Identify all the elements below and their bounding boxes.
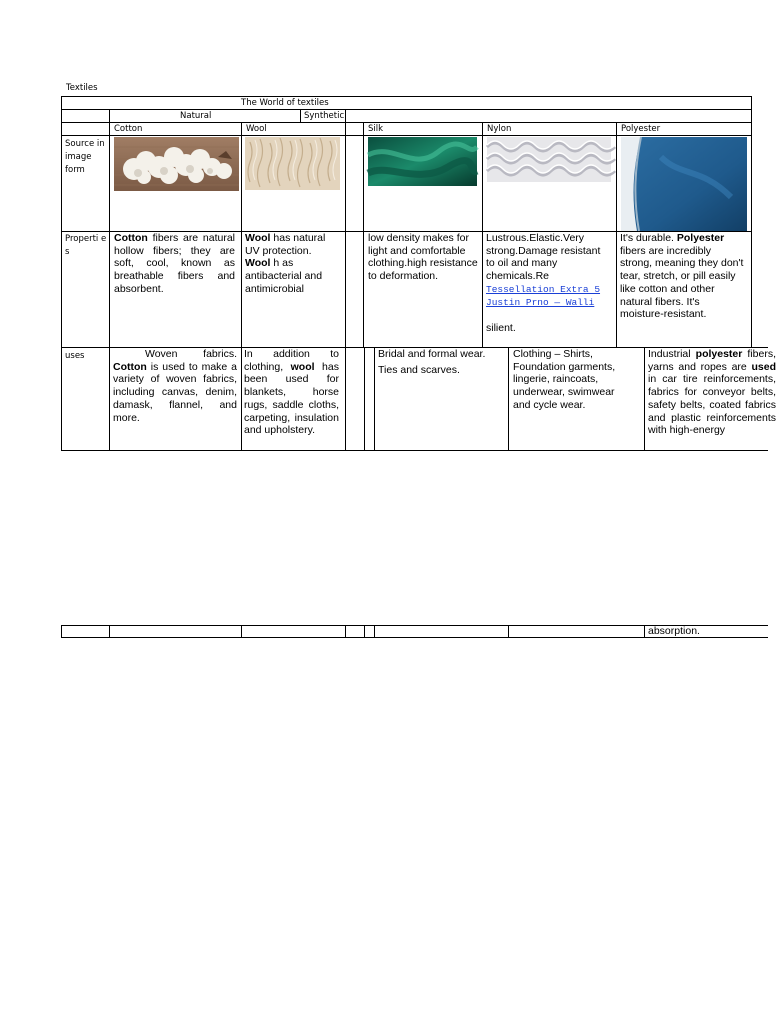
cell-divider [508, 625, 509, 638]
cell-divider [241, 625, 242, 638]
silk-uses-line-1: Bridal and formal wear. [378, 348, 486, 360]
polyester-bold: polyester [695, 348, 743, 360]
cotton-properties-text: fibers are natural hollow fibers; they are soft, cool, known as breathable fibers and absorbent. [114, 232, 235, 295]
polyester-uses-text: fibers, yarns and ropes are [648, 348, 776, 373]
table-title: The World of textiles [241, 98, 329, 108]
cell-divider [345, 122, 346, 451]
polyester-uses-text: in car tire reinforcements, fabrics for conveyor belts, safety belts, coated fabrics and plastic reinforcements with high-energy [648, 373, 776, 437]
cell-divider [61, 625, 62, 638]
cotton-properties [114, 232, 235, 296]
table-border-bottom [61, 450, 768, 451]
cell-divider [616, 122, 617, 348]
silk-image [368, 137, 477, 186]
nylon-properties [486, 232, 611, 335]
nylon-properties-text: Lustrous.Elastic.Very strong.Damage resistant to oil and many chemicals.Re [486, 232, 601, 283]
cell-divider [644, 625, 645, 638]
polyester-uses-continuation: absorption. [648, 625, 700, 637]
table-rule [61, 109, 751, 110]
silk-uses-line-2: Ties and scarves. [378, 363, 460, 376]
cotton-uses-text: is used to make a variety of woven fabrics, including canvas, denim, damask, flannel, and more. [113, 360, 237, 424]
table-border-right [751, 96, 752, 347]
nylon-uses: Clothing – Shirts, Foundation garments, lingerie, raincoats, underwear, swimwear and cycle wear. [513, 348, 616, 411]
wool-bold: Wool [245, 232, 271, 244]
silk-uses [378, 348, 506, 376]
polyester-bold: used [751, 360, 776, 373]
column-header-polyester: Polyester [621, 124, 661, 134]
cell-divider [363, 122, 364, 348]
wool-uses-text: has been used for blankets, horse rugs, saddle cloths, carpeting, insulation and upholstery. [244, 360, 339, 437]
nylon-image [487, 137, 611, 182]
wool-uses-text: In addition to clothing, [244, 348, 339, 373]
cotton-bold: Cotton [114, 232, 148, 244]
column-header-nylon: Nylon [487, 124, 512, 134]
cell-divider [345, 109, 346, 122]
document-label: Textiles [66, 83, 98, 93]
table-border-left [61, 96, 62, 451]
cotton-bold: Cotton [113, 360, 147, 373]
column-header-wool: Wool [246, 124, 267, 134]
cell-divider [364, 625, 365, 638]
column-header-cotton: Cotton [114, 124, 143, 134]
cell-divider [508, 347, 509, 451]
cell-divider [345, 625, 346, 638]
row-label-source: Source in image form [65, 139, 105, 175]
group-synthetic: Synthetic [304, 111, 345, 121]
cell-divider [364, 347, 365, 451]
cell-divider [482, 122, 483, 348]
cotton-uses-text: Woven fabrics. [145, 348, 237, 360]
column-header-silk: Silk [368, 124, 384, 134]
silk-properties: low density makes for light and comfortable clothing.high resistance to deformation. [368, 232, 478, 283]
cotton-image [114, 137, 239, 191]
nylon-properties-tail: silient. [486, 321, 516, 334]
cell-divider [241, 122, 242, 451]
wool-properties-text: h as antibacterial and antimicrobial [245, 257, 323, 295]
polyester-uses-text: Industrial [648, 348, 696, 360]
wool-uses [244, 348, 339, 437]
table-border-top [61, 96, 751, 97]
polyester-bold: Polyester [676, 232, 725, 244]
wool-image [245, 137, 340, 190]
cell-divider [374, 625, 375, 638]
nylon-hyperlink[interactable]: Tessellation Extra 5 Justin Prno — Walli [486, 283, 601, 308]
cell-divider [109, 625, 110, 638]
wool-properties-text: has natural UV protection. [245, 232, 326, 257]
wool-bold: wool [290, 360, 315, 373]
cell-divider [109, 122, 110, 451]
cotton-uses [113, 348, 237, 424]
polyester-properties-text: fibers are incredibly strong, meaning they don't tear, stretch, or pill easily like cotton and other natural fibers. It's moisture-resistant. [620, 244, 744, 321]
cell-divider [300, 109, 301, 122]
group-natural: Natural [180, 111, 212, 121]
polyester-properties [620, 232, 746, 321]
cell-divider [374, 347, 375, 451]
polyester-uses-clip [645, 348, 776, 448]
wool-bold: Wool [245, 257, 271, 270]
row-label-properties: Properti es [65, 234, 107, 257]
wool-properties [245, 232, 337, 296]
polyester-properties-text: It's durable. [620, 232, 677, 244]
row-label-uses: uses [65, 351, 85, 361]
polyester-image [621, 137, 747, 231]
polyester-uses [648, 348, 776, 437]
cell-divider [109, 109, 110, 122]
